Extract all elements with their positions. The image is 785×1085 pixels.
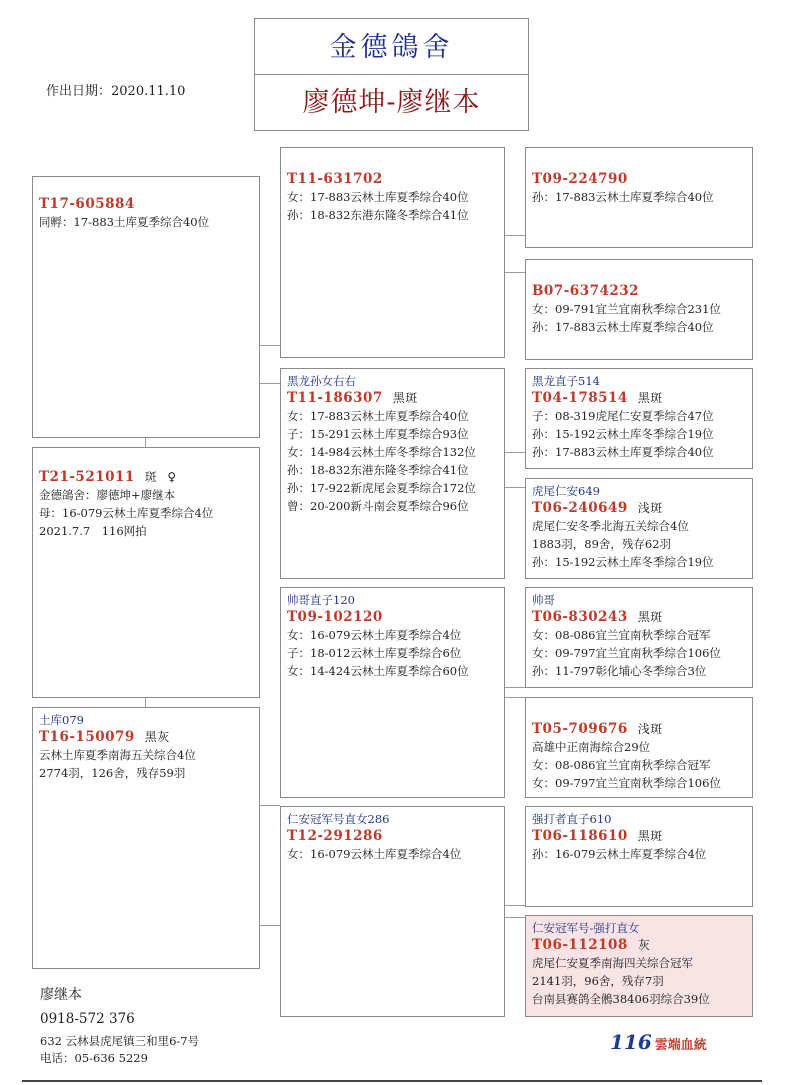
sire-dam-ring-number: T11-186307 xyxy=(287,390,383,406)
dam-color: 黑灰 xyxy=(144,730,170,744)
date-label: 作出日期：2020.11.10 xyxy=(46,84,186,99)
cloud-pedigree-logo xyxy=(610,1030,707,1054)
gg4-line: 孙：15-192云林土库冬季综合19位 xyxy=(532,555,714,569)
sire-sire-card xyxy=(280,147,505,358)
dam-note: 土库079 xyxy=(39,713,84,727)
connector xyxy=(504,452,525,453)
subject-line: 金德鴿舍：廖德坤+廖继本 xyxy=(39,488,176,502)
logo-text: 雲端血統 xyxy=(654,1038,707,1053)
gg3-ring-number: T04-178514 xyxy=(532,390,628,406)
gg4-card xyxy=(525,478,753,579)
sire-line: 同孵：17-883土库夏季综合40位 xyxy=(39,215,210,229)
gg6-line: 女：08-086宜兰宜南秋季综合冠军 xyxy=(532,758,711,772)
gg3-ring xyxy=(532,389,746,407)
gg5-color: 黑斑 xyxy=(637,610,663,624)
gg4-ring-number: T06-240649 xyxy=(532,500,628,516)
connector xyxy=(504,272,525,273)
connector xyxy=(504,687,525,688)
gg8-card xyxy=(525,915,753,1017)
dam-dam-note: 仁安冠军号直女286 xyxy=(287,812,390,826)
dam-dam-line: 女：16-079云林土库夏季综合4位 xyxy=(287,847,462,861)
gg7-line: 孙：16-079云林土库夏季综合4位 xyxy=(532,847,707,861)
gg8-ring-number: T06-112108 xyxy=(532,937,628,953)
subject-line: 母：16-079云林土库夏季综合4位 xyxy=(39,506,214,520)
contact-address: 632 云林县虎尾镇三和里6-7号 xyxy=(40,1034,200,1048)
gg8-ring xyxy=(532,936,746,954)
dam-sire-line: 女：16-079云林土库夏季综合4位 xyxy=(287,628,462,642)
dam-ring xyxy=(39,728,253,746)
gg6-ring xyxy=(532,720,746,738)
sire-dam-line: 女：14-984云林土库冬季综合132位 xyxy=(287,445,476,459)
gg7-ring xyxy=(532,827,746,845)
gg2-line: 女：09-791宜兰宜南秋季综合231位 xyxy=(532,302,721,316)
gg7-ring-number: T06-118610 xyxy=(532,828,628,844)
sire-dam-card xyxy=(280,368,505,579)
subject-card xyxy=(32,447,260,698)
sire-dam-line: 孙：18-832东港东隆冬季综合41位 xyxy=(287,463,469,477)
dam-line: 2774羽，126舍，残存59羽 xyxy=(39,766,186,780)
sire-dam-line: 子：15-291云林土库夏季综合93位 xyxy=(287,427,469,441)
footer-contact xyxy=(40,985,199,1067)
gg8-line: 虎尾仁安夏季南海四关综合冠军 xyxy=(532,956,693,970)
gg6-line: 高雄中正南海综合29位 xyxy=(532,740,651,754)
dam-dam-card xyxy=(280,806,505,1017)
gg4-color: 浅斑 xyxy=(637,501,663,515)
dam-sire-line: 子：18-012云林土库夏季综合6位 xyxy=(287,646,462,660)
header-box xyxy=(254,18,529,131)
subject-ring-number: T21-521011 xyxy=(39,469,135,485)
gg3-color: 黑斑 xyxy=(637,391,663,405)
dam-card xyxy=(32,707,260,969)
sire-dam-line: 孙：17-922新虎尾会夏季综合172位 xyxy=(287,481,476,495)
sire-dam-color: 黑斑 xyxy=(392,391,418,405)
gg8-line: 2141羽，96舍，残存7羽 xyxy=(532,974,664,988)
connector xyxy=(145,697,146,707)
gg8-color: 灰 xyxy=(637,938,651,952)
owner-name: 廖德坤-廖继本 xyxy=(302,87,481,118)
dam-sire-note: 帅哥直子120 xyxy=(287,593,355,607)
gg7-note: 强打者直子610 xyxy=(532,812,612,826)
gg3-note: 黑龙直子514 xyxy=(532,374,600,388)
gg1-card xyxy=(525,147,753,248)
gg5-line: 女：09-797宜兰宜南秋季综合106位 xyxy=(532,646,721,660)
gg2-card xyxy=(525,259,753,360)
gg5-card xyxy=(525,587,753,688)
subject-ring xyxy=(39,468,253,486)
female-symbol: ♀ xyxy=(167,470,177,484)
gg4-line: 虎尾仁安冬季北海五关综合4位 xyxy=(532,519,689,533)
gg2-line: 孙：17-883云林土库夏季综合40位 xyxy=(532,320,714,334)
dam-line: 云林土库夏季南海五关综合4位 xyxy=(39,748,196,762)
sire-dam-note: 黑龙孙女右右 xyxy=(287,374,356,388)
gg5-ring-number: T06-830243 xyxy=(532,609,628,625)
gg4-ring xyxy=(532,499,746,517)
logo-number: 116 xyxy=(610,1030,652,1054)
gg5-line: 女：08-086宜兰宜南秋季综合冠军 xyxy=(532,628,711,642)
connector xyxy=(259,345,280,346)
gg3-line: 子：08-319虎尾仁安夏季综合47位 xyxy=(532,409,714,423)
connector xyxy=(504,235,525,236)
connector xyxy=(504,917,525,918)
gg4-note: 虎尾仁安649 xyxy=(532,484,600,498)
sire-sire-line: 孙：18-832东港东隆冬季综合41位 xyxy=(287,208,469,222)
sire-sire-ring: T11-631702 xyxy=(287,171,383,187)
dam-dam-ring: T12-291286 xyxy=(287,828,383,844)
connector xyxy=(259,925,280,926)
gg6-line: 女：09-797宜兰宜南秋季综合106位 xyxy=(532,776,721,790)
gg3-line: 孙：15-192云林土库冬季综合19位 xyxy=(532,427,714,441)
loft-name: 金德鴿舍 xyxy=(255,19,528,75)
connector xyxy=(504,697,525,698)
connector xyxy=(504,905,525,906)
gg7-card xyxy=(525,806,753,907)
connector xyxy=(259,383,280,384)
gg1-ring: T09-224790 xyxy=(532,171,628,187)
gg6-card xyxy=(525,697,753,798)
bottom-rule xyxy=(22,1080,762,1082)
gg8-note: 仁安冠军号-强打直女 xyxy=(532,921,640,935)
contact-name: 廖继本 xyxy=(40,987,82,1003)
sire-ring: T17-605884 xyxy=(39,196,135,212)
subject-color: 斑 xyxy=(144,470,158,484)
sire-dam-line: 女：17-883云林土库夏季综合40位 xyxy=(287,409,469,423)
dam-sire-line: 女：14-424云林土库夏季综合60位 xyxy=(287,664,469,678)
gg2-ring: B07-6374232 xyxy=(532,283,640,299)
gg8-line: 台南县赛鸽全鵂38406羽综合39位 xyxy=(532,992,710,1006)
contact-phone: 0918-572 376 xyxy=(40,1011,135,1027)
dam-sire-card xyxy=(280,587,505,798)
gg4-line: 1883羽，89舍，残存62羽 xyxy=(532,537,672,551)
gg5-ring xyxy=(532,608,746,626)
sire-dam-line: 曾：20-200新斗南会夏季综合96位 xyxy=(287,499,469,513)
gg3-card xyxy=(525,368,753,469)
connector xyxy=(259,805,280,806)
gg1-line: 孙：17-883云林土库夏季综合40位 xyxy=(532,190,714,204)
gg6-ring-number: T05-709676 xyxy=(532,721,628,737)
dam-sire-ring: T09-102120 xyxy=(287,609,383,625)
sire-sire-line: 女：17-883云林土库夏季综合40位 xyxy=(287,190,469,204)
sire-card xyxy=(32,176,260,438)
gg6-color: 浅斑 xyxy=(637,722,663,736)
connector xyxy=(504,487,525,488)
gg5-note: 帅哥 xyxy=(532,593,555,607)
dam-ring-number: T16-150079 xyxy=(39,729,135,745)
gg7-color: 黑斑 xyxy=(637,829,663,843)
contact-tel: 电话：05-636 5229 xyxy=(40,1051,148,1065)
sire-dam-ring xyxy=(287,389,498,407)
gg5-line: 孙：11-797彰化埔心冬季综合3位 xyxy=(532,664,707,678)
connector xyxy=(145,437,146,447)
gg3-line: 孙：17-883云林土库夏季综合40位 xyxy=(532,445,714,459)
subject-line: 2021.7.7 116网拍 xyxy=(39,524,147,538)
